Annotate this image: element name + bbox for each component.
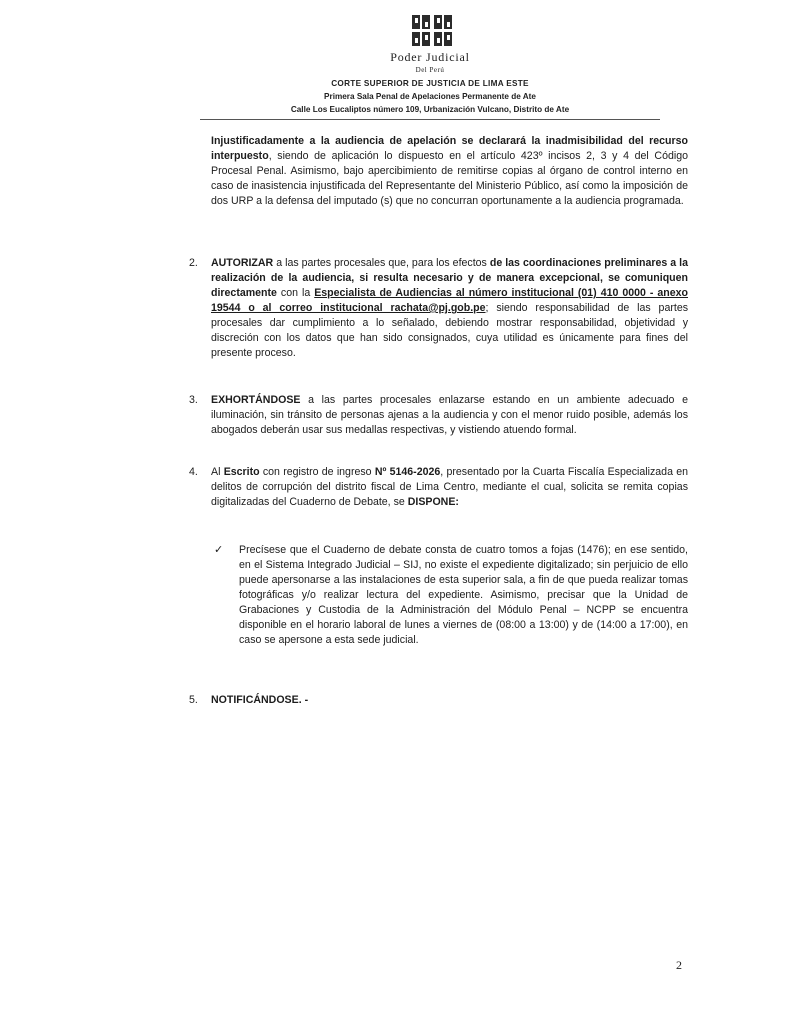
header-divider bbox=[200, 119, 660, 120]
item-3-text: a las partes procesales enlazarse estando en un ambiente adecuado e iluminación, sin tránsito de personas ajenas a la audiencia y con el menor ruido posible, además los abogados deberán usar sus medallas respectivas, y vistiendo atuendo formal. bbox=[211, 394, 688, 436]
item-2-text-2: con la bbox=[276, 287, 315, 299]
item-3-number: 3. bbox=[189, 394, 198, 406]
item-2-contact-info: Especialista de Audiencias al número institucional (01) 410 0000 - anexo 19544 o al correo institucional rachata@pj.gob.pe bbox=[211, 287, 689, 314]
institution-block bbox=[330, 50, 530, 74]
item-2-lead: AUTORIZAR bbox=[211, 257, 274, 269]
item-2-paragraph bbox=[211, 256, 688, 361]
item-3-paragraph bbox=[211, 393, 688, 438]
court-address: Calle Los Eucaliptos número 109, Urbanización Vulcano, Distrito de Ate bbox=[290, 105, 570, 114]
sub-item-paragraph: Precísese que el Cuaderno de debate consta de cuatro tomos a fojas (1476); en ese sentido, en el Sistema Integrado Judicial – SIJ, no existe el expediente digitalizado; sin perjuicio de ello puede apersonarse a las instalaciones de esta superior sala, a fin de que pueda realizar tomas fotográficas y/o realizar lectura del expediente. Asimismo, precisar que la Unidad de Grabaciones y Custodia de la Administración del Módulo Penal – NCPP se encuentra disponible en el horario laboral de lunes a viernes de (08:00 a 13:00) y de (14:00 a 17:00), en caso se apersone a esta sede judicial. bbox=[239, 544, 688, 646]
item-4-registry-number: Nº 5146-2026 bbox=[374, 466, 441, 478]
item-4-dispone: DISPONE: bbox=[407, 496, 459, 508]
item-3-lead: EXHORTÁNDOSE bbox=[211, 394, 301, 406]
item-5-number: 5. bbox=[189, 694, 198, 706]
item-4-text-0: Al bbox=[211, 466, 224, 478]
chamber-name: Primera Sala Penal de Apelaciones Permanente de Ate bbox=[324, 92, 536, 101]
page-number: 2 bbox=[676, 958, 682, 972]
item-4-number: 4. bbox=[189, 466, 198, 478]
item-2-bold-1: de las coordinaciones preliminares a la realización de la audiencia, si resulta necesario y de manera excepcional, se comuniquen directamente bbox=[211, 257, 688, 299]
item-4-text-2: , presentado por la Cuarta Fiscalía Especializada en delitos de corrupción del distrito fiscal de Lima Centro, mediante el cual, solicita se remita copias digitalizadas del Cuaderno de Debate, se bbox=[211, 466, 689, 508]
item-4-paragraph bbox=[211, 465, 688, 510]
item-4-text-1: con registro de ingreso bbox=[259, 466, 375, 478]
item-4-lead: Escrito bbox=[223, 466, 260, 478]
checkmark-icon: ✓ bbox=[214, 544, 224, 556]
continuation-bold-lead: Injustificadamente a la audiencia de apelación se declarará la inadmisibilidad del recurso interpuesto bbox=[211, 135, 688, 162]
institution-name: Poder Judicial bbox=[390, 50, 470, 64]
poder-judicial-logo-icon bbox=[410, 14, 454, 48]
continuation-paragraph bbox=[211, 134, 688, 209]
item-5-notification: NOTIFICÁNDOSE. - bbox=[211, 694, 309, 706]
court-name: CORTE SUPERIOR DE JUSTICIA DE LIMA ESTE bbox=[331, 79, 529, 88]
item-2-text-3: ; siendo responsabilidad de las partes procesales dar cumplimiento a lo señalado, debiendo mostrar responsabilidad, objetividad y discreción con los datos que han sido consignados, cuya utilidad es únicamente para fines del presente proceso. bbox=[211, 302, 689, 359]
item-2-text-1: a las partes procesales que, para los efectos bbox=[273, 257, 490, 269]
institution-country: Del Perú bbox=[415, 66, 445, 74]
item-2-number: 2. bbox=[189, 257, 198, 269]
continuation-text: , siendo de aplicación lo dispuesto en el artículo 423º incisos 2, 3 y 4 del Código Procesal Penal. Asimismo, bajo apercibimiento de remitirse copias al órgano de control interno en caso de inasistencia injustificada del Representante del Ministerio Público, así como la imposición de dos URP a la defensa del imputado (s) que no concurran oportunamente a la audiencia programada. bbox=[211, 150, 688, 207]
